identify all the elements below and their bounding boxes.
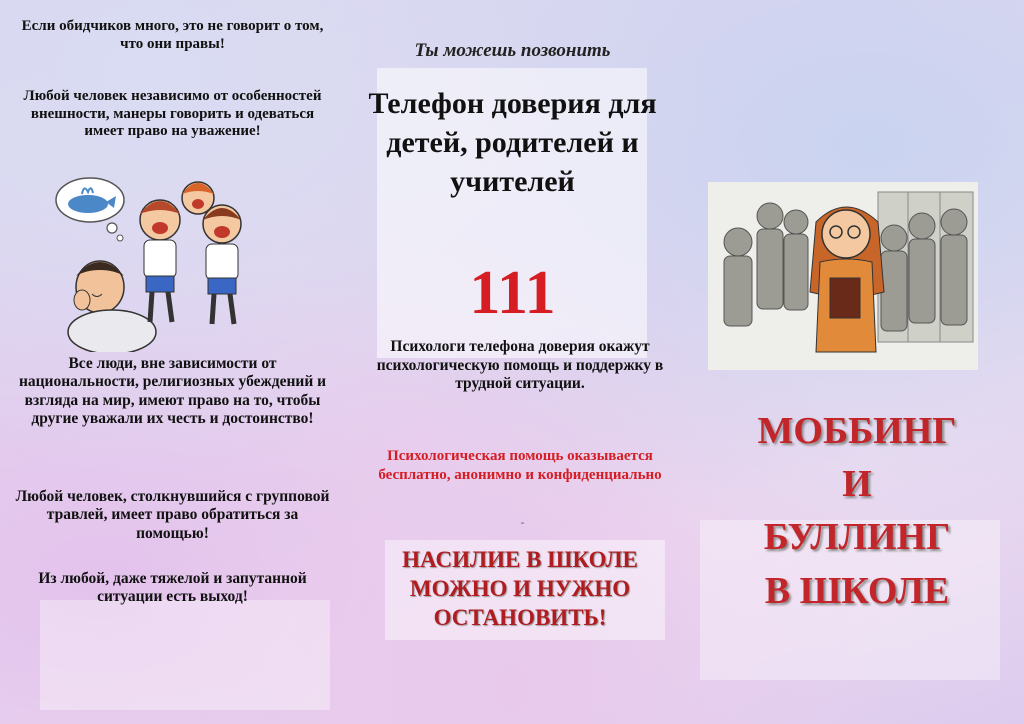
paragraph-respect: Любой человек независимо от особенностей внешности, манеры говорить и одеваться имеет право на уважение!	[23, 88, 322, 140]
stop-violence-slogan: НАСИЛИЕ В ШКОЛЕ МОЖНО И НУЖНО ОСТАНОВИТЬ!	[402, 547, 638, 630]
paragraph-offenders: Если обидчиков много, это не говорит о том, что они правы!	[21, 18, 324, 52]
hotline-title: Телефон доверия для детей, родителей и учителей	[368, 87, 657, 198]
paragraph-dignity: Все люди, вне зависимости от национальности, религиозных убеждений и взгляда на мир, имеют право на то, чтобы другие уважали их честь и достоинство!	[18, 355, 327, 427]
title-line-and: И	[842, 463, 872, 506]
title-line-at-school: В ШКОЛЕ	[764, 569, 950, 612]
paragraph-way-out: Из любой, даже тяжелой и запутанной ситуации есть выход!	[38, 570, 307, 606]
title-line-mobbing: МОББИНГ	[757, 410, 957, 452]
school-mobbing-illustration	[708, 182, 978, 370]
separator-dash: -	[520, 515, 525, 529]
bullying-cartoon-illustration	[52, 172, 252, 352]
free-help-text: Психологическая помощь оказывается бесплатно, анонимно и конфиденциально	[378, 448, 662, 483]
title-line-bullying: БУЛЛИНГ	[763, 516, 951, 559]
paragraph-help-right: Любой человек, столкнувшийся с групповой травлей, имеет право обратиться за помощью!	[15, 488, 330, 542]
middle-panel	[345, 0, 680, 724]
phone-number: 111	[469, 259, 556, 327]
call-prompt: Ты можешь позвонить	[414, 40, 611, 61]
left-panel	[0, 0, 340, 724]
brochure-title	[690, 405, 1024, 618]
psychologists-text: Психологи телефона доверия окажут психологическую помощь и поддержку в трудной ситуации.	[376, 338, 664, 393]
